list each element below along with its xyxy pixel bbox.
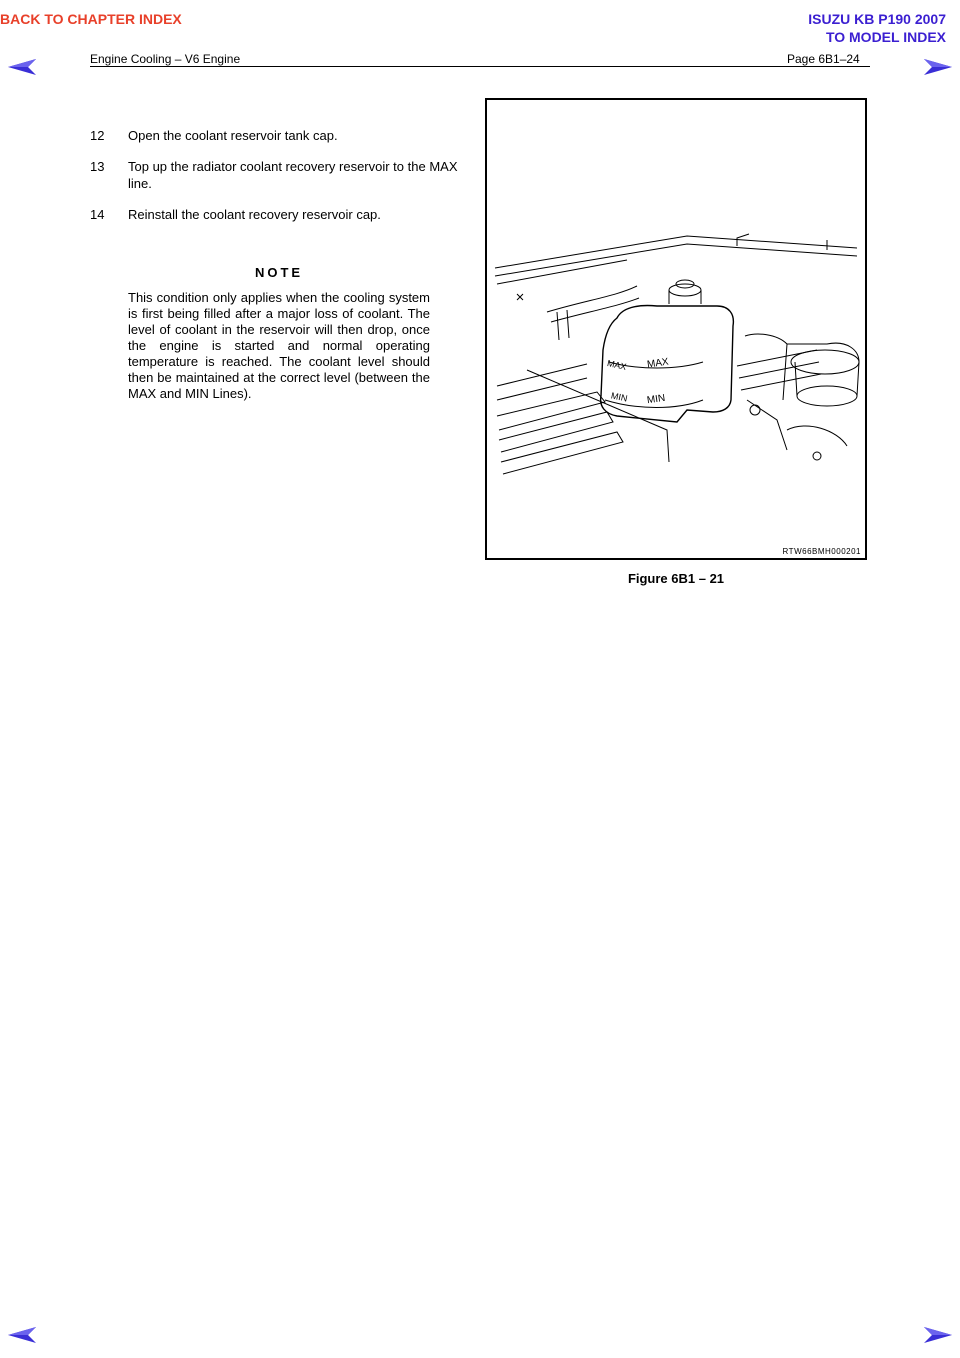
step-number: 14 xyxy=(90,207,105,222)
max-label-right: MAX xyxy=(646,356,670,371)
section-title: Engine Cooling – V6 Engine xyxy=(90,52,241,66)
min-label-right: MIN xyxy=(646,392,667,407)
min-label-left: MIN xyxy=(610,390,629,404)
figure-code: RTW66BMH000201 xyxy=(782,547,861,556)
step-item xyxy=(90,158,470,192)
back-to-chapter-index-link[interactable]: BACK TO CHAPTER INDEX xyxy=(0,11,182,27)
header-rule xyxy=(90,66,870,67)
note-body: This condition only applies when the cooling system is first being filled after a major loss of coolant. The level of coolant in the reservoir will then drop, once the engine is started and normal operating temperature is reached. The coolant level should then be maintained at the correct level (between the MAX and MIN Lines). xyxy=(128,290,430,401)
step-number: 13 xyxy=(90,159,105,174)
step-number: 12 xyxy=(90,128,105,143)
engine-bay-illustration xyxy=(487,100,865,558)
figure-coolant-reservoir xyxy=(485,98,867,560)
step-item xyxy=(90,206,470,223)
next-page-arrow-icon[interactable] xyxy=(922,58,954,76)
next-page-arrow-icon[interactable] xyxy=(922,1326,954,1344)
model-title-link[interactable]: ISUZU KB P190 2007 xyxy=(808,11,946,27)
step-text: Open the coolant reservoir tank cap. xyxy=(128,128,338,143)
prev-page-arrow-icon[interactable] xyxy=(6,58,38,76)
to-model-index-link[interactable]: TO MODEL INDEX xyxy=(825,29,946,45)
step-text: Reinstall the coolant recovery reservoir cap. xyxy=(128,207,381,222)
figure-caption: Figure 6B1 – 21 xyxy=(627,571,725,586)
max-label-left: MAX xyxy=(606,358,628,372)
step-text: Top up the radiator coolant recovery reservoir to the MAX line. xyxy=(128,159,458,191)
page-number: Page 6B1–24 xyxy=(787,52,860,66)
prev-page-arrow-icon[interactable] xyxy=(6,1326,38,1344)
step-item xyxy=(90,127,470,144)
note-title: NOTE xyxy=(254,265,304,280)
